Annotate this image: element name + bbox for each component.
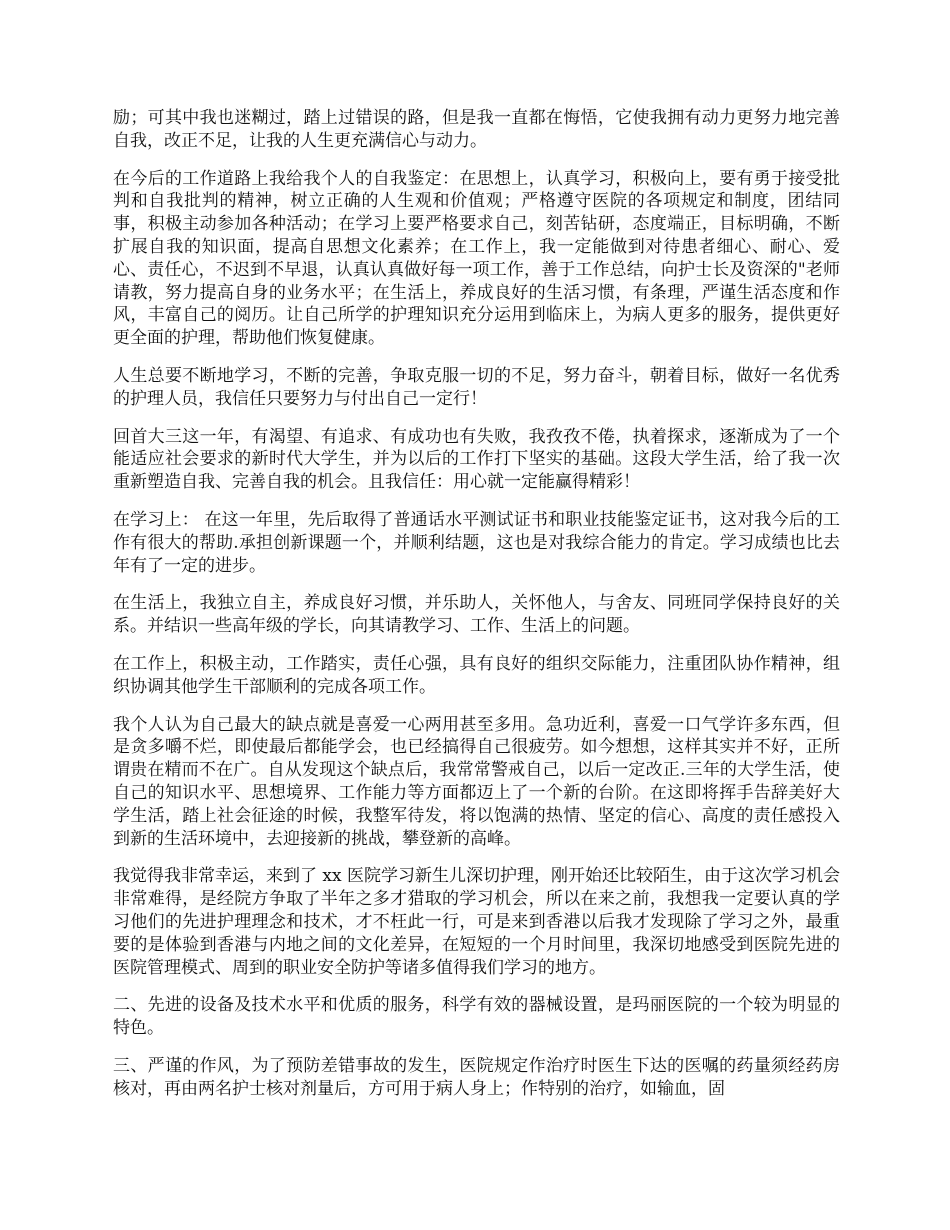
paragraph-5: 在学习上： 在这一年里，先后取得了普通话水平测试证书和职业技能鉴定证书，这对我今后的工作有很大的帮助.承担创新课题一个，并顺利结题，这也是对我综合能力的肯定。学习成绩也比去年有了一定的进步。 [113, 509, 840, 576]
paragraph-6: 在生活上，我独立自主，养成良好习惯，并乐助人，关怀他人，与舍友、同班同学保持良好的关系。并结识一些高年级的学长，向其请教学习、工作、生活上的问题。 [113, 593, 840, 637]
document-page [113, 107, 840, 1115]
paragraph-3: 人生总要不断地学习，不断的完善，争取克服一切的不足，努力奋斗，朝着目标，做好一名优秀的护理人员，我信任只要努力与付出自己一定行！ [113, 365, 840, 409]
paragraph-4: 回首大三这一年，有渴望、有追求、有成功也有失败，我孜孜不倦，执着探求，逐渐成为了一个能适应社会要求的新时代大学生，并为以后的工作打下坚实的基础。这段大学生活，给了我一次重新塑造自我、完善自我的机会。且我信任：用心就一定能赢得精彩！ [113, 426, 840, 493]
paragraph-2: 在今后的工作道路上我给我个人的自我鉴定：在思想上，认真学习，积极向上，要有勇于接受批判和自我批判的精神，树立正确的人生观和价值观；严格遵守医院的各项规定和制度，团结同事，积极主动参加各种活动；在学习上要严格要求自己，刻苦钻研，态度端正，目标明确，不断扩展自我的知识面，提高自思想文化素养；在工作上，我一定能做到对待患者细心、耐心、爱心、责任心，不迟到不早退，认真认真做好每一项工作，善于工作总结，向护士长及资深的"老师请教，努力提高自身的业务水平；在生活上，养成良好的生活习惯，有条理，严谨生活态度和作风，丰富自己的阅历。让自己所学的护理知识充分运用到临床上，为病人更多的服务，提供更好更全面的护理，帮助他们恢复健康。 [113, 168, 840, 349]
paragraph-7: 在工作上，积极主动，工作踏实，责任心强，具有良好的组织交际能力，注重团队协作精神，组织协调其他学生干部顺利的完成各项工作。 [113, 653, 840, 697]
paragraph-1: 励；可其中我也迷糊过，踏上过错误的路，但是我一直都在悔悟，它使我拥有动力更努力地完善自我，改正不足，让我的人生更充满信心与动力。 [113, 108, 840, 151]
paragraph-10: 二、先进的设备及技术水平和优质的服务，科学有效的器械设置，是玛丽医院的一个较为明显的特色。 [113, 995, 840, 1039]
paragraph-11: 三、严谨的作风，为了预防差错事故的发生，医院规定作治疗时医生下达的医嘱的药量须经药房核对，再由两名护士核对剂量后，方可用于病人身上；作特别的治疗，如输血，固 [113, 1055, 840, 1099]
paragraph-8: 我个人认为自己最大的缺点就是喜爱一心两用甚至多用。急功近利，喜爱一口气学许多东西，但是贪多嚼不烂，即使最后都能学会，也已经搞得自己很疲劳。如今想想，这样其实并不好，正所谓贵在精而不在广。自从发现这个缺点后，我常常警戒自己，以后一定改正.三年的大学生活，使自己的知识水平、思想境界、工作能力等方面都迈上了一个新的台阶。在这即将挥手告辞美好大学生活，踏上社会征途的时候，我整军待发，将以饱满的热情、坚定的信心、高度的责任感投入到新的生活环境中，去迎接新的挑战，攀登新的高峰。 [113, 714, 840, 849]
paragraph-9: 我觉得我非常幸运，来到了 xx 医院学习新生儿深切护理，刚开始还比较陌生，由于这次学习机会非常难得，是经院方争取了半年之多才猎取的学习机会，所以在来之前，我想我一定要认真的学习他们的先进护理理念和技术，才不枉此一行，可是来到香港以后我才发现除了学习之外，最重要的是体验到香港与内地之间的文化差异，在短短的一个月时间里，我深切地感受到医院先进的医院管理模式、周到的职业安全防护等诸多值得我们学习的地方。 [113, 866, 840, 978]
